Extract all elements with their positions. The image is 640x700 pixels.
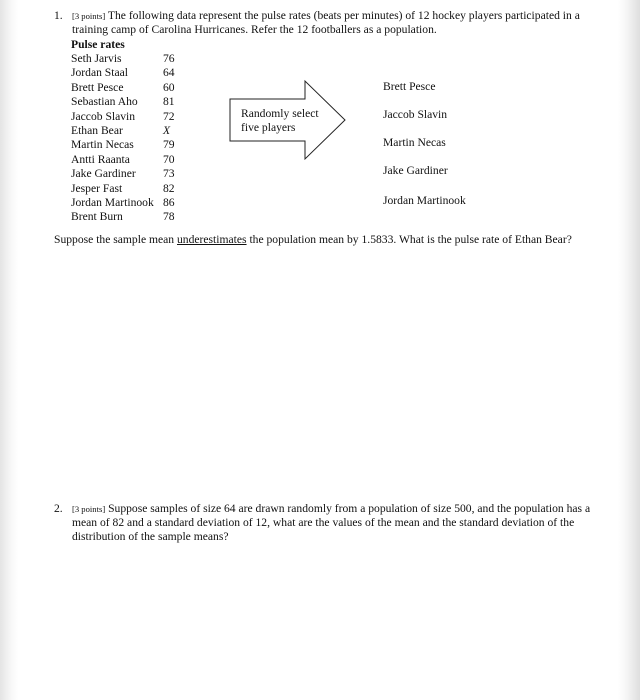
player-name: Martin Necas bbox=[71, 138, 134, 152]
player-rate: 76 bbox=[163, 52, 175, 65]
question-1-prompt bbox=[54, 233, 594, 247]
arrow-label bbox=[241, 107, 319, 135]
table-row bbox=[71, 196, 191, 210]
player-rate: 60 bbox=[163, 80, 175, 94]
player-name: Jordan Staal bbox=[71, 66, 128, 80]
page-shadow-left bbox=[0, 0, 18, 700]
pulse-rates-table bbox=[71, 52, 191, 225]
table-row bbox=[71, 81, 191, 95]
table-row bbox=[71, 66, 191, 80]
pulse-rates-heading: Pulse rates bbox=[71, 38, 125, 51]
player-rate-unknown: X bbox=[163, 123, 171, 137]
question-1-number: 1. bbox=[54, 9, 63, 22]
question-2-points: [3 points] bbox=[72, 504, 106, 514]
question-1 bbox=[54, 9, 598, 37]
prompt-underlined: underestimates bbox=[177, 233, 247, 246]
question-2-number: 2. bbox=[54, 502, 63, 515]
player-rate: 70 bbox=[163, 152, 175, 166]
player-name: Brent Burn bbox=[71, 210, 123, 224]
player-rate: 72 bbox=[163, 109, 175, 123]
table-row bbox=[71, 52, 191, 66]
player-name: Jordan Martinook bbox=[71, 195, 154, 209]
player-name: Ethan Bear bbox=[71, 123, 123, 137]
question-1-points: [3 points] bbox=[72, 11, 106, 21]
sample-player: Martin Necas bbox=[383, 136, 446, 149]
sample-player: Jake Gardiner bbox=[383, 164, 448, 177]
table-row bbox=[71, 153, 191, 167]
player-rate: 78 bbox=[163, 210, 175, 224]
sample-player: Jaccob Slavin bbox=[383, 108, 448, 121]
player-rate: 79 bbox=[163, 138, 175, 152]
player-name: Jesper Fast bbox=[71, 181, 123, 195]
player-rate: 81 bbox=[163, 95, 175, 109]
sample-player: Brett Pesce bbox=[383, 80, 436, 93]
player-rate: 64 bbox=[163, 66, 175, 80]
question-1-text: The following data represent the pulse rates (beats per minutes) of 12 hockey players participated in a training camp of Carolina Hurricanes. Refer the 12 footballers as a population. bbox=[72, 9, 580, 36]
prompt-part-2: the population mean by 1.5833. What is the pulse rate of Ethan Bear? bbox=[246, 233, 572, 246]
player-name: Jaccob Slavin bbox=[71, 109, 136, 123]
table-row bbox=[71, 95, 191, 109]
player-name: Seth Jarvis bbox=[71, 52, 122, 65]
player-name: Antti Raanta bbox=[71, 152, 130, 166]
prompt-part-1: Suppose the sample mean bbox=[54, 233, 177, 246]
page-shadow-right bbox=[618, 0, 640, 700]
player-name: Brett Pesce bbox=[71, 80, 124, 94]
table-row bbox=[71, 124, 191, 138]
arrow-label-line2: five players bbox=[241, 121, 296, 134]
player-rate: 86 bbox=[163, 195, 175, 209]
player-rate: 82 bbox=[163, 181, 175, 195]
sample-player: Jordan Martinook bbox=[383, 194, 466, 207]
player-name: Sebastian Aho bbox=[71, 95, 138, 109]
question-2 bbox=[54, 502, 598, 544]
table-row bbox=[71, 138, 191, 152]
table-row bbox=[71, 167, 191, 181]
question-2-text: Suppose samples of size 64 are drawn randomly from a population of size 500, and the population has a mean of 82 and a standard deviation of 12, what are the values of the mean and the standard deviation of the distribution of the sample means? bbox=[72, 502, 591, 543]
player-name: Jake Gardiner bbox=[71, 167, 136, 181]
table-row bbox=[71, 210, 191, 224]
table-row bbox=[71, 182, 191, 196]
table-row bbox=[71, 110, 191, 124]
arrow-label-line1: Randomly select bbox=[241, 107, 319, 120]
player-rate: 73 bbox=[163, 167, 175, 181]
